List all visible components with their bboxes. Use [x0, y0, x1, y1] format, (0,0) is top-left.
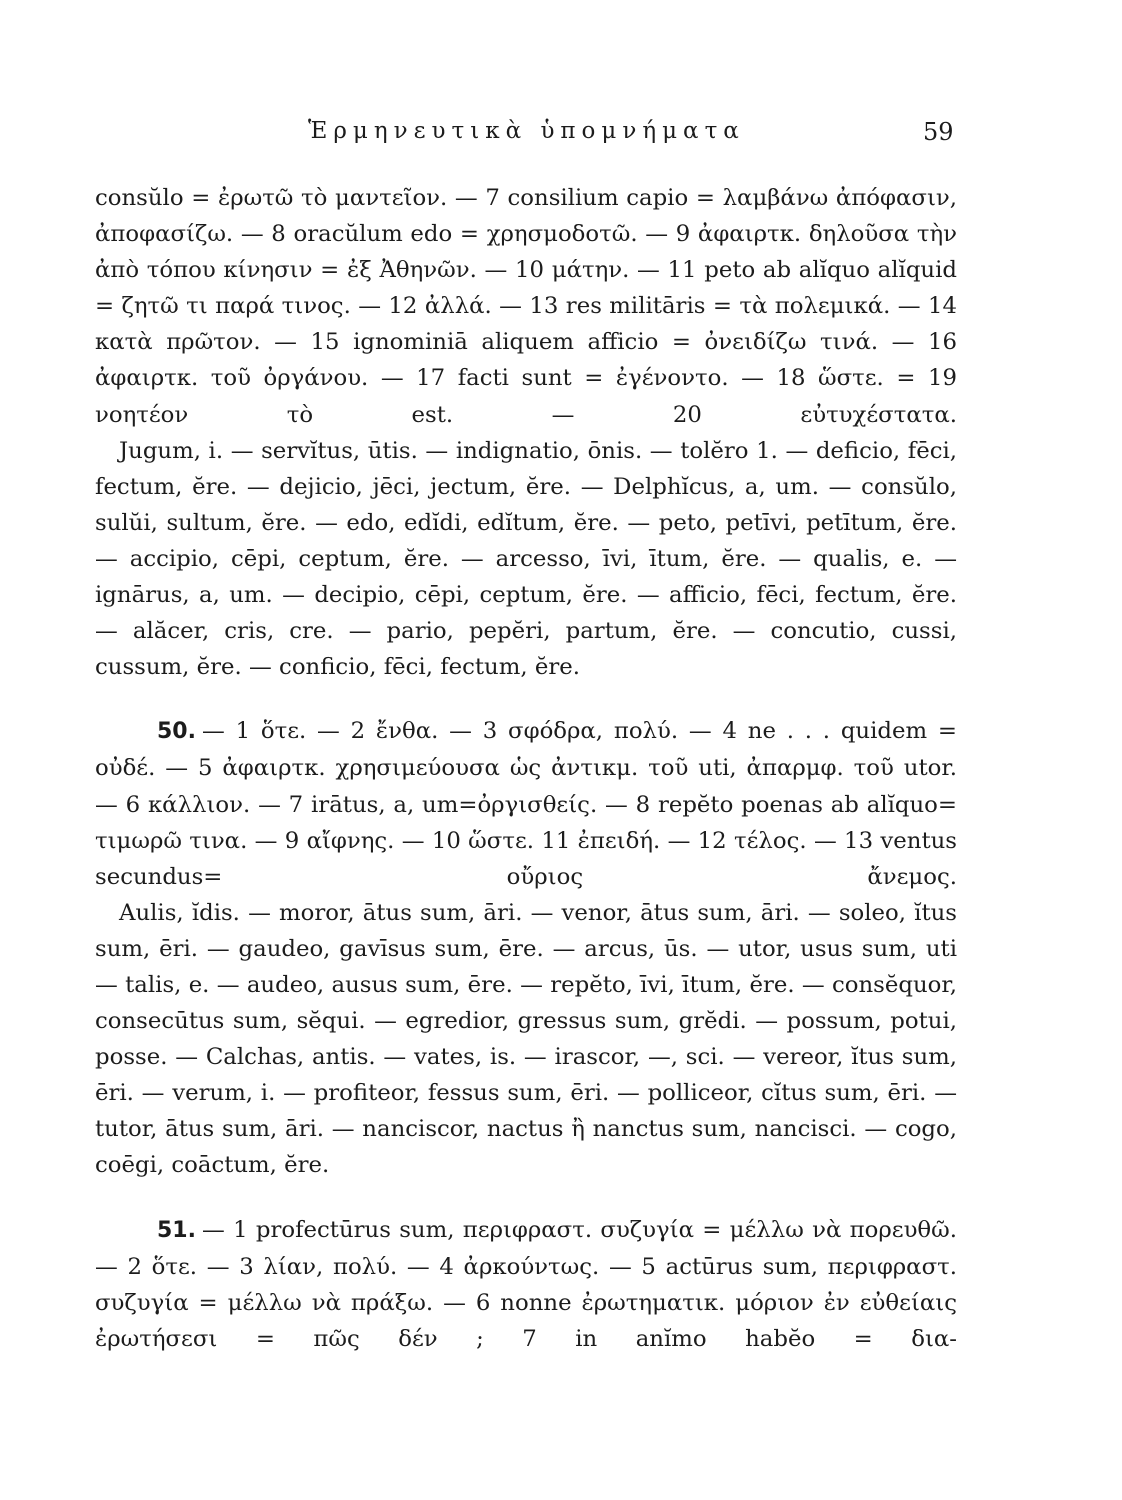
- page-header: [0, 118, 1122, 148]
- vocabulary-notes-49-continued: consŭlo = ἐρωτῶ τὸ μαντεῖον. — 7 consilium capio = λαμβάνω ἀπόφασιν, ἀποφασίζω. — 8 oracŭlum edo = χρησμοδοτῶ. — 9 ἀφαιρτκ. δηλοῦσα τὴν ἀπὸ τόπου κίνησιν = ἐξ Ἀθηνῶν. — 10 μάτην. — 11 peto ab alĭquo alĭquid = ζητῶ τι παρά τινος. — 12 ἀλλά. — 13 res militāris = τὰ πολεμικά. — 14 κατὰ πρῶτον. — 15 ignominiā aliquem afficio = ὀνειδίζω τινά. — 16 ἀφαιρτκ. τοῦ ὀργάνου. — 17 facti sunt = ἐγένοντο. — 18 ὥστε. = 19 νοητέον τὸ est. — 20 εὐτυχέστατα.: [95, 185, 957, 428]
- section-50-text: — 1 ὅτε. — 2 ἔνθα. — 3 σφόδρα, πολύ. — 4 ne . . . quidem = οὐδέ. — 5 ἀφαιρτκ. χρησιμεύουσα ὡς ἀντικμ. τοῦ uti, ἀπαρμφ. τοῦ utor. — 6 κάλλιον. — 7 irātus, a, um=ὀργισθείς. — 8 repĕto poenas ab alĭquo= τιμωρῶ τινα. — 9 αἴφνης. — 10 ὥστε. 11 ἐπειδή. — 12 τέλος. — 13 ventus secundus= οὔριος ἄνεμος.: [95, 718, 957, 890]
- page-number: 59: [923, 118, 954, 146]
- word-list-50: Aulis, ĭdis. — moror, ātus sum, āri. — venor, ātus sum, āri. — soleo, ĭtus sum, ēri. — gaudeo, gavīsus sum, ēre. — arcus, ūs. — utor, usus sum, uti — talis, e. — audeo, ausus sum, ēre. — repĕto, īvi, ītum, ĕre. — consĕquor, consecūtus sum, sĕqui. — egredior, gressus sum, grĕdi. — possum, potui, posse. — Calchas, antis. — vates, is. — irascor, —, sci. — vereor, ĭtus sum, ēri. — verum, i. — profiteor, fessus sum, ēri. — polliceor, cĭtus sum, ēri. — tutor, ātus sum, āri. — nanciscor, nactus ἢ nanctus sum, nancisci. — cogo, coēgi, coāctum, ĕre.: [95, 899, 957, 1179]
- section-51-text: — 1 profectūrus sum, περιφραστ. συζυγία = μέλλω νὰ πορευθῶ. — 2 ὅτε. — 3 λίαν, πολύ. — 4 ἀρκούντως. — 5 actūrus sum, περιφραστ. συζυγία = μέλλω νὰ πράξω. — 6 nonne ἐρωτηματικ. μόριον ἐν εὐθείαις ἐρωτήσεσι = πῶς δέν ; 7 in anĭmo habĕo = δια-: [95, 1216, 957, 1352]
- section-50-notes: [95, 713, 957, 894]
- section-number-50: 50.: [157, 719, 196, 745]
- running-title: Ἑρμηνευτικὰ ὑπομνήματα: [308, 118, 745, 144]
- page-body: [95, 180, 957, 1357]
- section-number-51: 51.: [157, 1217, 196, 1243]
- word-list-49: Jugum, i. — servĭtus, ūtis. — indignatio, ōnis. — tolĕro 1. — deficio, fēci, fectum, ĕre. — dejicio, jēci, jectum, ĕre. — Delphĭcus, a, um. — consŭlo, sulŭi, sultum, ĕre. — edo, edĭdi, edĭtum, ĕre. — peto, petīvi, petītum, ĕre. — accipio, cēpi, ceptum, ĕre. — arcesso, īvi, ītum, ĕre. — qualis, e. — ignārus, a, um. — decipio, cēpi, ceptum, ĕre. — afficio, fēci, fectum, ĕre. — alăcer, cris, cre. — pario, pepĕri, partum, ĕre. — concutio, cussi, cussum, ĕre. — conficio, fēci, fectum, ĕre.: [95, 437, 957, 681]
- section-51-notes: [95, 1212, 957, 1357]
